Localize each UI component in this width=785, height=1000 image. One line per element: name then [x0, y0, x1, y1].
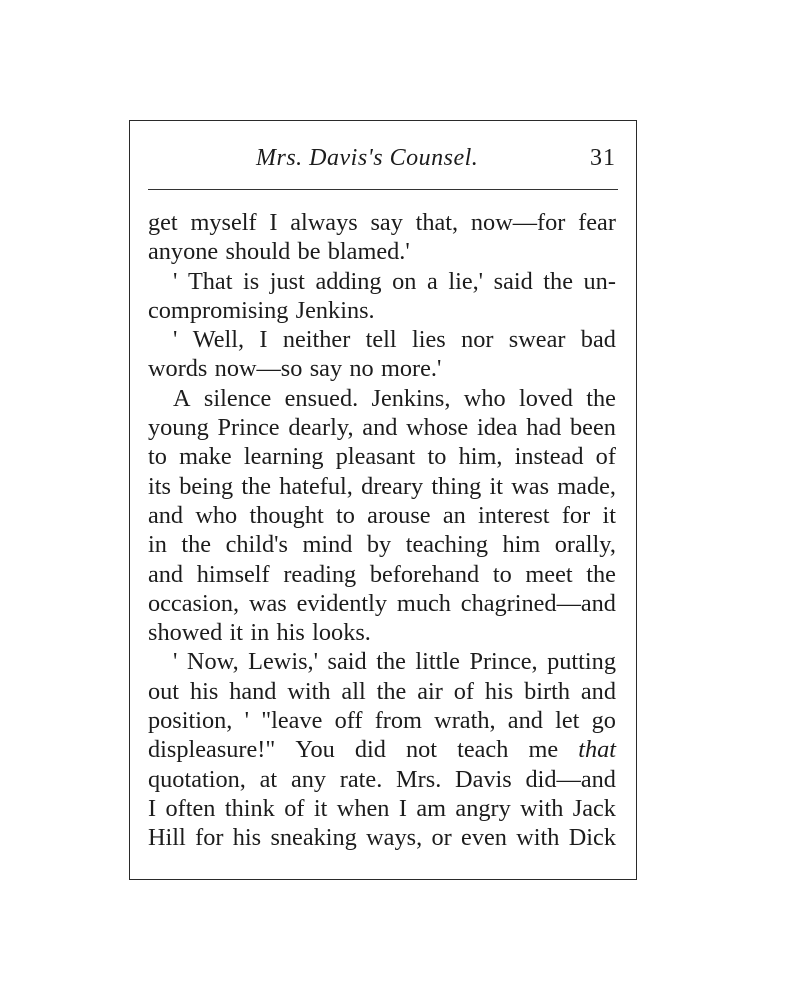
text-line: displeasure!" You did not teach me that	[148, 736, 616, 764]
text-line: its being the hateful, dreary thing it was made,	[148, 472, 616, 500]
text-line: position, ' "leave off from wrath, and let go	[148, 707, 616, 735]
text-line: ' That is just adding on a lie,' said the un-	[173, 267, 616, 295]
text-line: and himself reading beforehand to meet the	[148, 560, 616, 588]
page-number: 31	[590, 145, 616, 171]
text-line: quotation, at any rate. Mrs. Davis did—and	[148, 765, 616, 793]
text-line: occasion, was evidently much chagrined—and	[148, 589, 616, 617]
text-line: A silence ensued. Jenkins, who loved the	[173, 384, 616, 412]
text-line: to make learning pleasant to him, instead of	[148, 443, 616, 471]
body-text	[148, 208, 616, 853]
text-line: get myself I always say that, now—for fear	[148, 209, 616, 236]
running-head	[148, 145, 618, 179]
text-line: Hill for his sneaking ways, or even with Dick	[148, 824, 616, 852]
text-line: young Prince dearly, and whose idea had been	[148, 414, 616, 442]
text-line: compromising Jenkins.	[148, 296, 375, 324]
text-line: anyone should be blamed.'	[148, 238, 410, 266]
text-line: and who thought to arouse an interest for it	[148, 501, 616, 529]
text-line: ' Now, Lewis,' said the little Prince, putting	[173, 648, 616, 676]
text-line: words now—so say no more.'	[148, 355, 442, 383]
text-line: showed it in his looks.	[148, 619, 371, 647]
text-line: in the child's mind by teaching him orally,	[148, 531, 616, 559]
header-rule	[148, 189, 618, 190]
text-line: I often think of it when I am angry with Jack	[148, 794, 616, 822]
text-line: out his hand with all the air of his birth and	[148, 677, 616, 705]
text-line: ' Well, I neither tell lies nor swear bad	[173, 326, 616, 354]
running-title: Mrs. Davis's Counsel.	[256, 145, 479, 171]
